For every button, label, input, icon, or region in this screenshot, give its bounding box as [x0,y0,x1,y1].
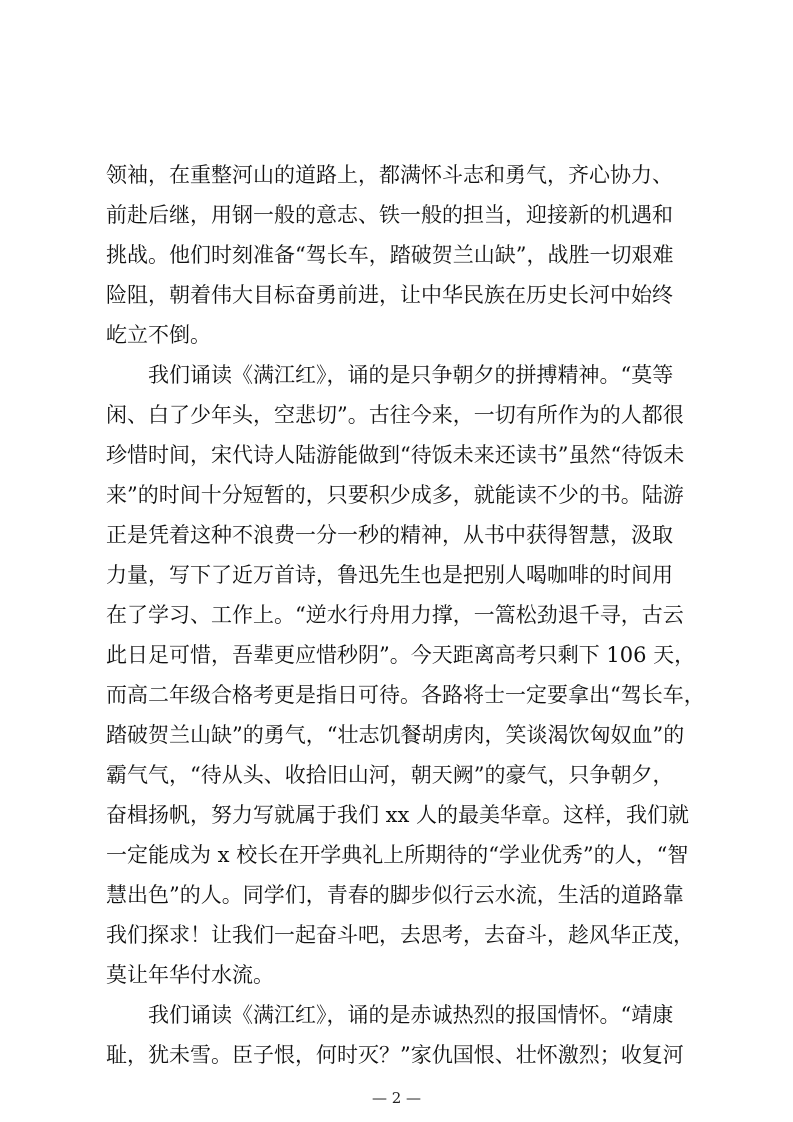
page-number: — 2 — [371,1089,422,1107]
text-line: 挑战。他们时刻准备“驾长车，踏破贺兰山缺”，战胜一切艰难 [106,243,674,267]
text-line: 而高二年级合格考更是指日可待。各路将士一定要拿出“驾长车， [106,683,705,707]
text-line: 慧出色”的人。同学们，青春的脚步似行云水流，生活的道路靠 [106,883,684,907]
text-line: 险阻，朝着伟大目标奋勇前进，让中华民族在历史长河中始终 [106,283,673,307]
text-line: 耻，犹未雪。臣子恨，何时灭？”家仇国恨、壮怀激烈；收复河 [106,1043,684,1067]
text-line: 力量，写下了近万首诗，鲁迅先生也是把别人喝咖啡的时间用 [106,563,673,587]
text-line: 珍惜时间，宋代诗人陆游能做到“待饭未来还读书”虽然“待饭未 [106,443,685,467]
text-line: 正是凭着这种不浪费一分一秒的精神，从书中获得智慧，汲取 [106,523,673,547]
text-line: 一定能成为 x 校长在开学典礼上所期待的“学业优秀”的人，“智 [106,843,689,867]
text-line: 莫让年华付水流。 [106,963,274,987]
text-line: 此日足可惜，吾辈更应惜秒阴”。今天距离高考只剩下 106 天， [106,643,696,667]
text-line: 闲、白了少年头，空悲切”。古往今来，一切有所作为的人都很 [106,403,684,427]
text-line: 屹立不倒。 [106,323,211,347]
paragraph-first-line: 我们诵读《满江红》，诵的是赤诚热烈的报国情怀。“靖康 [148,1003,674,1027]
text-line: 来”的时间十分短暂的，只要积少成多，就能读不少的书。陆游 [106,483,684,507]
paragraph-first-line: 我们诵读《满江红》，诵的是只争朝夕的拼搏精神。“莫等 [148,363,674,387]
text-line: 霸气气，“待从头、收拾旧山河，朝天阙”的豪气，只争朝夕， [106,763,674,787]
text-line: 前赴后继，用钢一般的意志、铁一般的担当，迎接新的机遇和 [106,203,673,227]
text-line: 在了学习、工作上。“逆水行舟用力撑，一篙松劲退千寻，古云 [106,603,684,627]
text-line: 踏破贺兰山缺”的勇气，“壮志饥餐胡虏肉，笑谈渴饮匈奴血”的 [106,723,685,747]
text-line: 领袖，在重整河山的道路上，都满怀斗志和勇气，齐心协力、 [106,163,673,187]
text-line: 奋楫扬帆，努力写就属于我们 xx 人的最美华章。这样，我们就 [106,803,690,827]
text-line: 我们探求！让我们一起奋斗吧，去思考，去奋斗，趁风华正茂， [106,923,694,947]
